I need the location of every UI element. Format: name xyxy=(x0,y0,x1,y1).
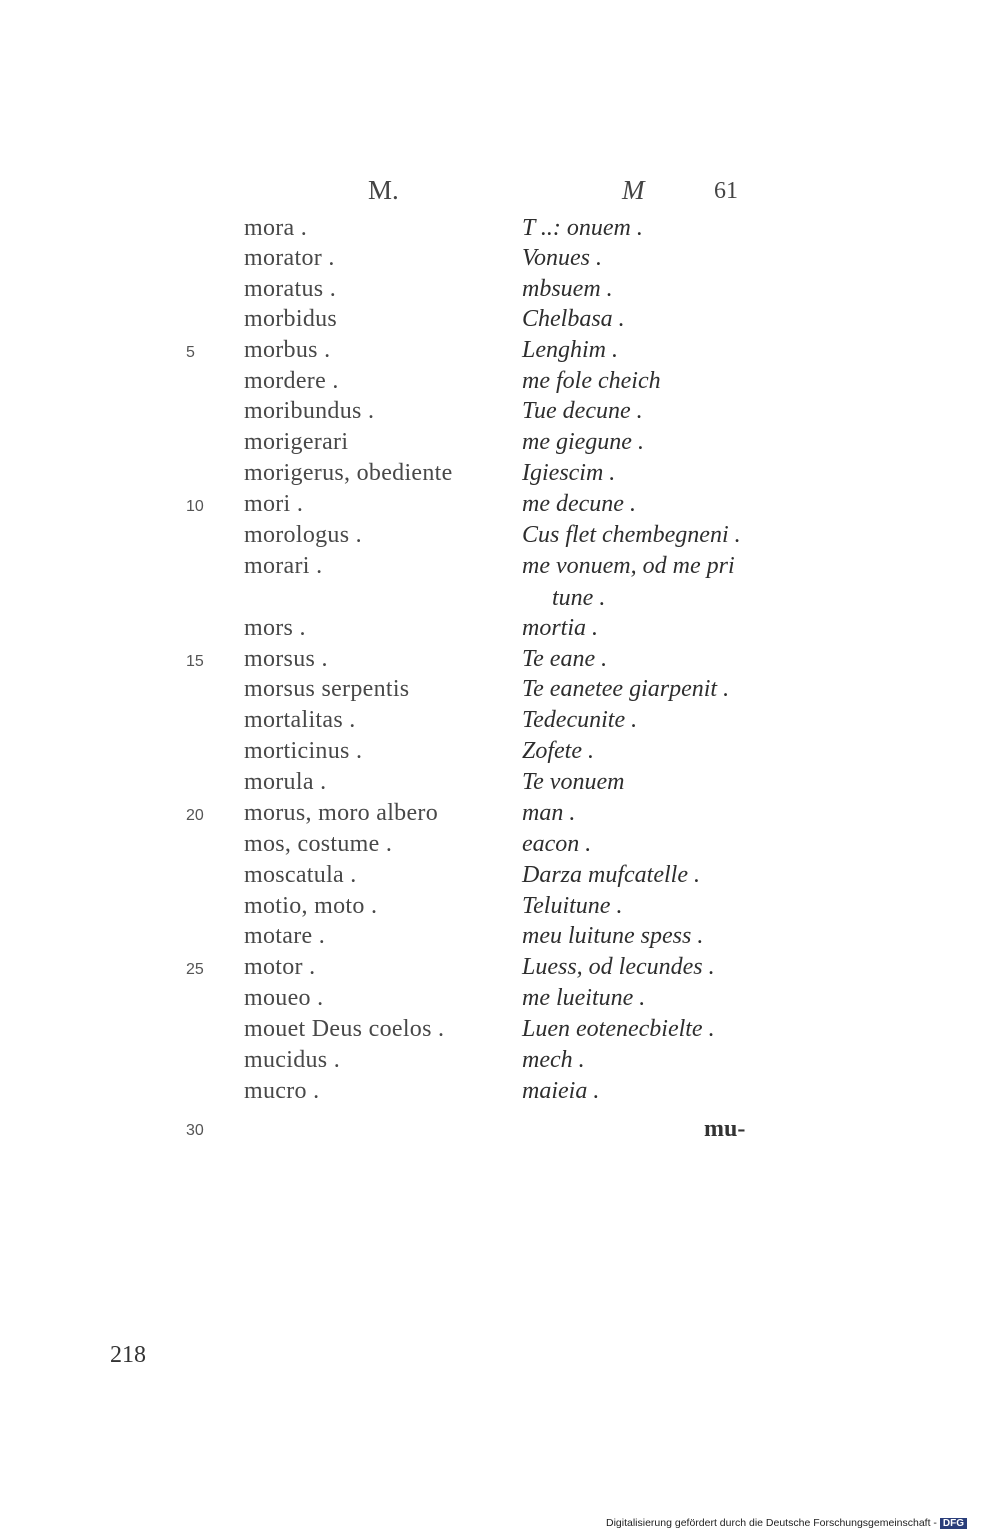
latin-term: motare . xyxy=(244,923,326,949)
albanian-translation: me giegune . xyxy=(522,429,644,455)
latin-term: morticinus . xyxy=(244,738,363,764)
line-number: 15 xyxy=(186,653,204,670)
latin-term: mos, costume . xyxy=(244,831,393,857)
dfg-logo: DFG xyxy=(940,1518,967,1529)
latin-term: moscatula . xyxy=(244,862,357,888)
latin-term: moueo . xyxy=(244,985,324,1011)
latin-term: mucidus . xyxy=(244,1047,341,1073)
latin-term: morsus . xyxy=(244,646,328,672)
table-row xyxy=(0,1016,1000,1046)
albanian-translation: mbsuem . xyxy=(522,276,613,302)
latin-term: morigerus, obediente xyxy=(244,460,453,486)
latin-term: moratus . xyxy=(244,276,337,302)
table-row xyxy=(0,522,1000,552)
albanian-translation: meu luitune spess . xyxy=(522,923,704,949)
header-left-letter: M. xyxy=(368,175,399,205)
latin-term: motor . xyxy=(244,954,316,980)
albanian-translation: me lueitune . xyxy=(522,985,646,1011)
table-row xyxy=(0,646,1000,676)
table-row xyxy=(0,460,1000,490)
header-right-letter: M xyxy=(622,175,645,205)
latin-term: mors . xyxy=(244,615,306,641)
table-row xyxy=(0,893,1000,923)
latin-term: mortalitas . xyxy=(244,707,356,733)
albanian-translation: Cus flet chembegneni . xyxy=(522,522,741,548)
latin-term: morus, moro albero xyxy=(244,800,439,826)
albanian-translation: Te eane . xyxy=(522,646,608,672)
latin-term: morologus . xyxy=(244,522,362,548)
table-row xyxy=(0,491,1000,521)
table-row xyxy=(0,923,1000,953)
albanian-translation: Chelbasa . xyxy=(522,306,625,332)
table-row xyxy=(0,615,1000,645)
line-number: 20 xyxy=(186,807,204,824)
table-row xyxy=(0,738,1000,768)
latin-term: mucro . xyxy=(244,1078,320,1104)
line-number: 30 xyxy=(186,1122,204,1139)
line-number: 10 xyxy=(186,498,204,515)
table-row xyxy=(0,429,1000,459)
albanian-translation: Luess, od lecundes . xyxy=(522,954,715,980)
digitization-footer xyxy=(606,1517,967,1529)
table-row xyxy=(0,306,1000,336)
table-row xyxy=(0,337,1000,367)
table-row xyxy=(0,800,1000,830)
catchword: mu- xyxy=(704,1116,746,1142)
header-page-number: 61 xyxy=(714,178,738,204)
albanian-translation: Luen eotenecbielte . xyxy=(522,1016,715,1042)
latin-term: morsus serpentis xyxy=(244,676,410,702)
albanian-translation: man . xyxy=(522,800,576,826)
table-row xyxy=(0,769,1000,799)
table-row xyxy=(0,707,1000,737)
albanian-translation: Teluitune . xyxy=(522,893,623,919)
albanian-translation: Tue decune . xyxy=(522,398,643,424)
latin-term: mordere . xyxy=(244,368,339,394)
table-row xyxy=(0,215,1000,245)
table-row xyxy=(0,862,1000,892)
albanian-translation: mortia . xyxy=(522,615,599,641)
albanian-translation: T ..: onuem . xyxy=(522,215,643,241)
albanian-translation: Tedecunite . xyxy=(522,707,638,733)
latin-term: morula . xyxy=(244,769,327,795)
albanian-translation: Igiescim . xyxy=(522,460,616,486)
line-number: 25 xyxy=(186,961,204,978)
latin-term: morigerari xyxy=(244,429,349,455)
latin-term: morator . xyxy=(244,245,335,271)
albanian-translation: maieia . xyxy=(522,1078,600,1104)
table-row xyxy=(0,553,1000,583)
albanian-translation: Vonues . xyxy=(522,245,602,271)
latin-term: morbus . xyxy=(244,337,331,363)
footer-text: Digitalisierung gefördert durch die Deutsche Forschungsgemeinschaft - xyxy=(606,1517,937,1529)
line-number: 5 xyxy=(186,344,195,361)
table-row xyxy=(0,368,1000,398)
latin-term: morbidus xyxy=(244,306,338,332)
latin-term: moribundus . xyxy=(244,398,375,424)
albanian-translation: Te eanetee giarpenit . xyxy=(522,676,730,702)
latin-term: mouet Deus coelos . xyxy=(244,1016,445,1042)
albanian-translation: eacon . xyxy=(522,831,592,857)
albanian-translation: me decune . xyxy=(522,491,636,517)
table-row xyxy=(0,954,1000,984)
latin-term: mora . xyxy=(244,215,308,241)
albanian-translation: Darza mufcatelle . xyxy=(522,862,700,888)
table-row xyxy=(0,276,1000,306)
table-row xyxy=(0,398,1000,428)
latin-term: mori . xyxy=(244,491,304,517)
table-row xyxy=(0,1047,1000,1077)
latin-term: motio, moto . xyxy=(244,893,378,919)
albanian-translation: Zofete . xyxy=(522,738,594,764)
table-row xyxy=(0,831,1000,861)
albanian-translation: me fole cheich xyxy=(522,368,661,394)
table-row xyxy=(0,985,1000,1015)
continuation-line: tune . xyxy=(552,585,606,611)
table-row xyxy=(0,676,1000,706)
albanian-translation: me vonuem, od me pri xyxy=(522,553,735,579)
latin-term: morari . xyxy=(244,553,323,579)
albanian-translation: Te vonuem xyxy=(522,769,625,795)
page-foot-number: 218 xyxy=(110,1342,146,1368)
table-row xyxy=(0,1078,1000,1108)
albanian-translation: Lenghim . xyxy=(522,337,618,363)
albanian-translation: mech . xyxy=(522,1047,585,1073)
table-row xyxy=(0,245,1000,275)
